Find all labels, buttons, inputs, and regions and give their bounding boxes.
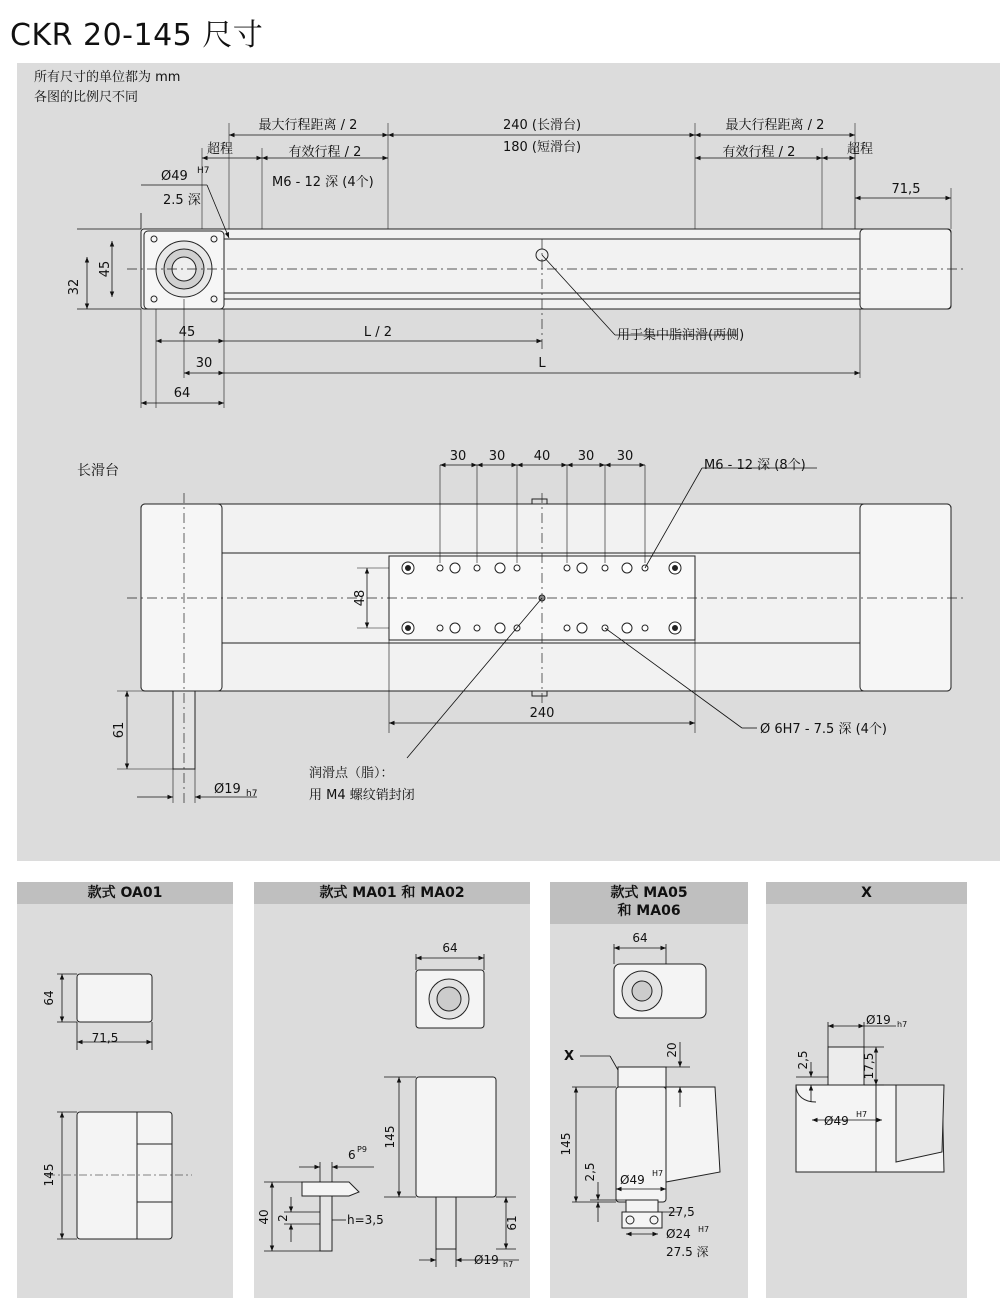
x-dim-dia19: Ø19 [866, 1013, 891, 1027]
ma05-dim-64: 64 [632, 931, 648, 945]
long-carriage-label: 长滑台 [77, 463, 119, 479]
panel-ma05-title-line1: 款式 MA05 [610, 885, 688, 901]
ma01-dim-6: 6 [348, 1148, 356, 1162]
x-dim-H7: H7 [856, 1110, 868, 1119]
dim-48: 48 [353, 589, 368, 607]
m6-8-label: M6 - 12 深 (8个) [704, 458, 806, 473]
x-dim-17-5: 17,5 [862, 1052, 876, 1080]
dim-45-horz: 45 [178, 325, 196, 340]
ma05-x-label: X [564, 1049, 575, 1064]
pin-label: Ø 6H7 - 7.5 深 (4个) [760, 722, 887, 737]
ma05-dim-dia24: Ø24 [666, 1227, 691, 1241]
oa01-drawing [17, 882, 233, 1298]
dim-32: 32 [67, 278, 82, 296]
dim-overtravel-right: 超程 [846, 142, 874, 157]
panel-oa01 [17, 882, 233, 1298]
panel-ma05-title-line2: 和 MA06 [617, 903, 681, 919]
panel-x [766, 882, 967, 1298]
dim-61: 61 [112, 721, 127, 739]
ma01-dim-61: 61 [505, 1215, 519, 1231]
ma05-dim-145: 145 [559, 1132, 573, 1156]
ma05-drawing [550, 882, 748, 1298]
panel-ma01-title: 款式 MA01 和 MA02 [254, 882, 530, 904]
ma01-dim-40: 40 [257, 1209, 271, 1225]
oa01-dim-145: 145 [42, 1163, 56, 1187]
ma05-dim-20: 20 [665, 1042, 679, 1058]
top-view-drawing [17, 63, 1000, 861]
main-drawing-panel [17, 63, 1000, 861]
ma05-dim-dia49: Ø49 [620, 1173, 645, 1187]
oa01-dim-64: 64 [42, 990, 56, 1006]
ma01-dim-2: 2 [276, 1214, 290, 1222]
spacing-30-b: 30 [488, 449, 506, 464]
dim-45-vert: 45 [98, 260, 113, 278]
ma05-dim-h7: H7 [652, 1169, 664, 1178]
dim-overtravel-left: 超程 [206, 142, 234, 157]
x-dim-h7: h7 [897, 1020, 908, 1029]
x-dim-dia49: Ø49 [824, 1114, 849, 1128]
ma05-dim-27-5: 27,5 [668, 1205, 695, 1219]
oa01-dim-71-5: 71,5 [91, 1031, 119, 1045]
ma01-dim-h7: h7 [503, 1260, 514, 1269]
dim-max-stroke-left: 最大行程距离 / 2 [258, 118, 358, 133]
ma01-dim-p9: P9 [357, 1145, 367, 1154]
dim-l: L [538, 356, 546, 371]
dim-eff-stroke-left: 有效行程 / 2 [288, 145, 362, 160]
spacing-30-d: 30 [616, 449, 634, 464]
page-title: CKR 20-145 尺寸 [10, 18, 264, 53]
note-scale: 各图的比例尺不同 [34, 90, 139, 105]
dim-64: 64 [173, 386, 191, 401]
dim-carriage-short: 180 (短滑台) [502, 140, 582, 155]
note-units: 所有尺寸的单位都为 mm [34, 70, 181, 85]
ma05-dim-27-5-deep: 27.5 深 [666, 1245, 709, 1259]
panel-ma05 [550, 882, 748, 1298]
lube-label: 用于集中脂润滑(两侧) [617, 328, 745, 343]
lube-plug-label: 用 M4 螺纹销封闭 [309, 788, 415, 803]
spacing-30-a: 30 [449, 449, 467, 464]
dim-depth25: 2.5 深 [163, 193, 201, 208]
ma05-dim-2-5: 2,5 [583, 1162, 597, 1182]
dim-dia49: Ø49 [161, 169, 188, 184]
lube-point-label: 润滑点（脂）： [309, 766, 394, 781]
ma01-dim-h: h=3,5 [347, 1213, 384, 1227]
dim-71-5: 71,5 [891, 182, 921, 197]
spacing-40: 40 [533, 449, 551, 464]
ma01-dim-145: 145 [383, 1125, 397, 1149]
ma05-dim-h7b: H7 [698, 1225, 710, 1234]
dim-eff-stroke-right: 有效行程 / 2 [722, 145, 796, 160]
dim-m6-4: M6 - 12 深 (4个) [272, 175, 374, 190]
panel-ma01 [254, 882, 530, 1298]
panel-oa01-title: 款式 OA01 [17, 882, 233, 904]
ma01-dim-64: 64 [442, 941, 458, 955]
ma01-drawing [254, 882, 530, 1298]
x-detail-drawing [766, 882, 967, 1298]
dim-dia19: Ø19 [214, 782, 241, 797]
x-dim-2-5: 2,5 [796, 1050, 810, 1070]
dim-30: 30 [195, 356, 213, 371]
panel-x-title: X [766, 882, 967, 904]
ma01-dim-dia19: Ø19 [474, 1253, 499, 1267]
dim-carriage-long: 240 (长滑台) [502, 118, 582, 133]
dim-max-stroke-right: 最大行程距离 / 2 [725, 118, 825, 133]
dim-240: 240 [529, 706, 555, 721]
dim-h7: H7 [197, 166, 210, 176]
dim-l-half: L / 2 [363, 325, 393, 340]
spacing-30-c: 30 [577, 449, 595, 464]
dim-h7-small: h7 [246, 789, 258, 799]
